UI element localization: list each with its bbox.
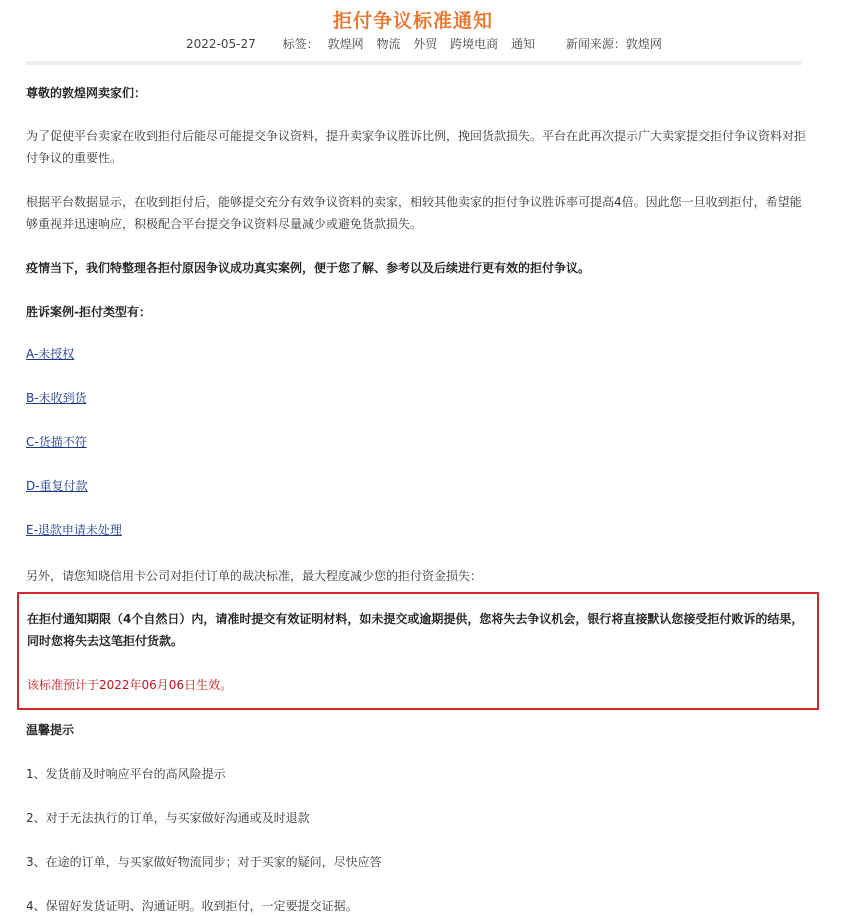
paragraph-standard-intro: 另外，请您知晓信用卡公司对拒付订单的裁决标准，最大程度减少您的拒付资金损失： xyxy=(26,569,483,583)
alert-box xyxy=(17,592,819,710)
alert-text: 在拒付通知期限（4个自然日）内，请准时提交有效证明材料，如未提交或逾期提供，您将失去争议机会，银行将直接默认您接受拒付败诉的结果，同时您将失去这笔拒付货款。 xyxy=(27,612,804,648)
article-date: 2022-05-27 xyxy=(186,37,256,51)
tip-item: 1、发货前及时响应平台的高风险提示 xyxy=(26,767,226,781)
case-link-not-as-described[interactable]: C-货描不符 xyxy=(26,435,87,449)
paragraph-data: 根据平台数据显示，在收到拒付后，能够提交充分有效争议资料的卖家，相较其他卖家的拒付争议胜诉率可提高4倍。因此您一旦收到拒付，希望能够重视并迅速响应，积极配合平台提交争议资料尽量减少或避免货款损失。 xyxy=(26,195,802,231)
title-divider xyxy=(26,61,802,65)
tips-heading: 温馨提示 xyxy=(26,723,75,737)
tag-item[interactable]: 通知 xyxy=(510,37,535,51)
tags-label: 标签： xyxy=(282,37,319,51)
cases-heading: 胜诉案例-拒付类型有： xyxy=(26,305,151,319)
tag-item[interactable]: 跨境电商 xyxy=(450,37,499,51)
case-link-not-received[interactable]: B-未收到货 xyxy=(26,391,87,405)
news-source: 新闻来源：敦煌网 xyxy=(565,37,662,51)
tip-item: 2、对于无法执行的订单，与买家做好沟通或及时退款 xyxy=(26,811,310,825)
tag-item[interactable]: 敦煌网 xyxy=(327,37,364,51)
effective-date-notice: 该标准预计于2022年06月06日生效。 xyxy=(27,678,233,692)
article-title: 拒付争议标准通知 xyxy=(332,10,493,32)
paragraph-cases-intro: 疫情当下，我们特整理各拒付原因争议成功真实案例，便于您了解、参考以及后续进行更有效的拒付争议。 xyxy=(26,261,591,275)
article-meta xyxy=(186,35,671,52)
case-link-unauthorized[interactable]: A-未授权 xyxy=(26,347,75,361)
tip-item: 3、在途的订单，与买家做好物流同步；对于买家的疑问，尽快应答 xyxy=(26,855,382,869)
case-link-refund-unprocessed[interactable]: E-退款申请未处理 xyxy=(26,523,122,537)
greeting: 尊敬的敦煌网卖家们： xyxy=(26,86,147,100)
case-link-duplicate-payment[interactable]: D-重复付款 xyxy=(26,479,88,493)
tag-item[interactable]: 外贸 xyxy=(413,37,438,51)
tag-item[interactable]: 物流 xyxy=(376,37,401,51)
tip-item: 4、保留好发货证明、沟通证明。收到拒付，一定要提交证据。 xyxy=(26,899,358,913)
paragraph-intro: 为了促使平台卖家在收到拒付后能尽可能提交争议资料，提升卖家争议胜诉比例，挽回货款损失。平台在此再次提示广大卖家提交拒付争议资料对拒付争议的重要性。 xyxy=(26,129,807,165)
